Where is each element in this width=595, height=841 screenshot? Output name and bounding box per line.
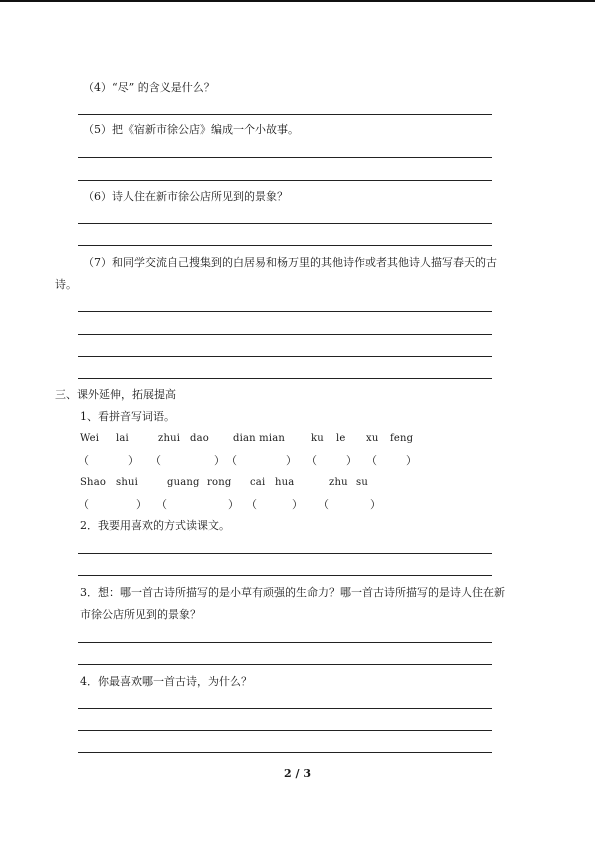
question-4: （4）“尽” 的含义是什么？	[83, 81, 215, 94]
answer-line[interactable]	[78, 378, 492, 379]
answer-line[interactable]	[78, 223, 492, 224]
pinyin-syllable: dian mian	[233, 433, 286, 444]
question-6: （6）诗人住在新市徐公店所见到的景象？	[83, 190, 288, 203]
bracket-close: ）	[406, 454, 417, 467]
answer-line[interactable]	[78, 334, 492, 335]
page-number: 2 / 3	[284, 767, 311, 780]
question-7-line-1: （7）和同学交流自己搜集到的白居易和杨万里的其他诗作或者其他诗人描写春天的古	[83, 256, 497, 269]
pinyin-syllable: Shao	[80, 477, 107, 488]
pinyin-syllable: le	[336, 433, 346, 444]
bracket-open: （	[226, 454, 237, 467]
pinyin-syllable: shui	[116, 477, 139, 488]
bracket-open: （	[318, 498, 329, 511]
bracket-close: ）	[136, 498, 147, 511]
bracket-open: （	[366, 454, 377, 467]
answer-line[interactable]	[78, 114, 492, 115]
answer-line[interactable]	[78, 575, 492, 576]
pinyin-syllable: cai	[250, 477, 266, 488]
bracket-open: （	[246, 498, 257, 511]
bracket-open: （	[150, 454, 161, 467]
pinyin-syllable: rong	[207, 477, 232, 488]
bracket-close: ）	[346, 454, 357, 467]
pinyin-syllable: lai	[116, 433, 129, 444]
pinyin-syllable: su	[356, 477, 368, 488]
top-border-line	[0, 0, 595, 2]
bracket-close: ）	[214, 454, 225, 467]
pinyin-syllable: guang	[167, 477, 200, 488]
question-7-line-2: 诗。	[55, 278, 77, 291]
pinyin-syllable: ku	[311, 433, 324, 444]
bracket-open: （	[306, 454, 317, 467]
part-3-line-2: 市徐公店所见到的景象？	[80, 608, 201, 621]
bracket-open: （	[78, 498, 89, 511]
answer-line[interactable]	[78, 245, 492, 246]
pinyin-syllable: hua	[275, 477, 295, 488]
answer-line[interactable]	[78, 311, 492, 312]
bracket-close: ）	[286, 454, 297, 467]
section-3-title: 三、课外延伸，拓展提高	[55, 388, 176, 401]
pinyin-syllable: zhui	[158, 433, 181, 444]
part-4-title: 4．你最喜欢哪一首古诗，为什么？	[80, 675, 252, 688]
pinyin-syllable: zhu	[329, 477, 348, 488]
bracket-close: ）	[228, 498, 239, 511]
pinyin-syllable: dao	[190, 433, 209, 444]
pinyin-syllable: Wei	[80, 433, 100, 444]
bracket-close: ）	[292, 498, 303, 511]
answer-line[interactable]	[78, 553, 492, 554]
answer-line[interactable]	[78, 157, 492, 158]
answer-line[interactable]	[78, 708, 492, 709]
answer-line[interactable]	[78, 730, 492, 731]
answer-line[interactable]	[78, 642, 492, 643]
bracket-open: （	[78, 454, 89, 467]
answer-line[interactable]	[78, 180, 492, 181]
answer-line[interactable]	[78, 356, 492, 357]
part-3-line-1: 3．想：哪一首古诗所描写的是小草有顽强的生命力？哪一首古诗所描写的是诗人住在新	[80, 586, 505, 599]
answer-line[interactable]	[78, 752, 492, 753]
question-5: （5）把《宿新市徐公店》编成一个小故事。	[83, 123, 299, 136]
pinyin-syllable: feng	[390, 433, 414, 444]
bracket-open: （	[156, 498, 167, 511]
bracket-close: ）	[370, 498, 381, 511]
pinyin-syllable: xu	[366, 433, 379, 444]
answer-line[interactable]	[78, 664, 492, 665]
part-1-title: 1、看拼音写词语。	[80, 410, 175, 423]
part-2-title: 2．我要用喜欢的方式读课文。	[80, 519, 230, 532]
bracket-close: ）	[128, 454, 139, 467]
